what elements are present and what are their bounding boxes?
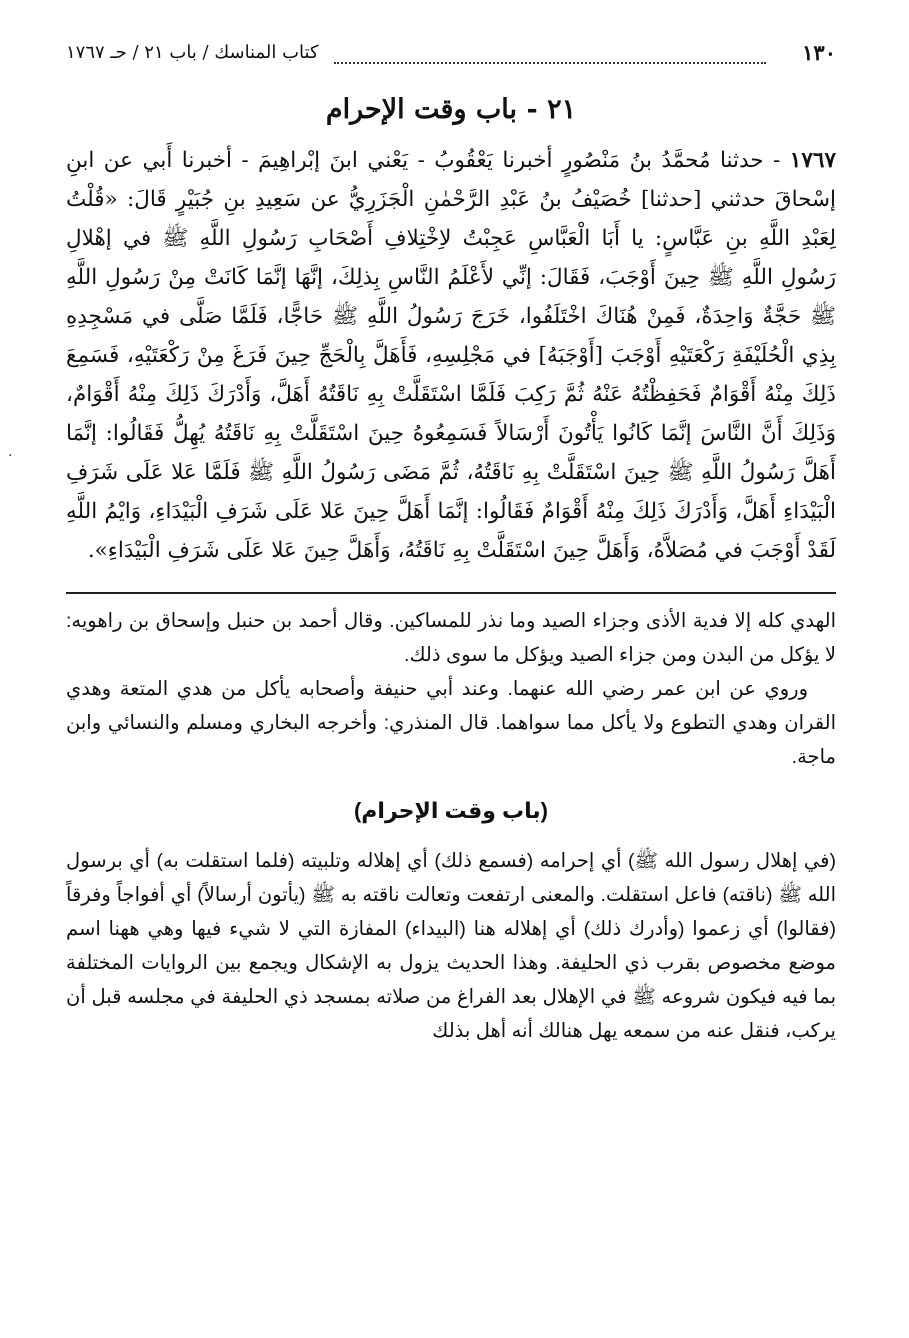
book-page [66, 40, 836, 1048]
chapter-title: ٢١ - باب وقت الإحرام [325, 94, 577, 125]
footnote-paragraph: الهدي كله إلا فدية الأذى وجزاء الصيد وما نذر للمساكين. وقال أحمد بن حنبل وإسحاق بن راهويه: لا يؤكل من البدن ومن جزاء الصيد ويؤكل ما سوى ذلك. [66, 610, 836, 666]
footnote-paragraph: وروي عن ابن عمر رضي الله عنهما. وعند أبي حنيفة وأصحابه يأكل من هدي المتعة وهدي القران وهدي التطوع ولا يأكل مما سواهما. قال المنذري: وأخرجه البخاري ومسلم والنسائي وابن ماجة. [66, 678, 836, 768]
hadith-text: - حدثنا مُحمَّدُ بنُ مَنْصُورٍ أخبرنا يَعْقُوبُ - يَعْني ابنَ إبْراهِيمَ - أخبرنا أَبي عن ابنِ إسْحاقَ حدثني [حدثنا] خُصَيْفُ بنُ عَبْدِ الرَّحْمٰنِ الْجَزَرِيُّ عن سَعِيدِ بنِ جُبَيْرٍ قَالَ: «قُلْتُ لِعَبْدِ اللَّهِ بنِ عَبَّاسٍ: يا أَبَا الْعَبَّاسِ عَجِبْتُ لاِخْتِلافِ أَصْحَابِ رَسُولِ اللَّهِ ﷺ في إهْلالِ رَسُولِ اللَّهِ ﷺ حِينَ أَوْجَبَ، فَقَالَ: إنِّي لأَعْلَمُ النَّاسِ بِذلِكَ، إنَّهَا إنَّمَا كَانَتْ مِنْ رَسُولِ اللَّهِ ﷺ حَجَّةٌ وَاحِدَةٌ، فَمِنْ هُنَاكَ اخْتَلَفُوا، خَرَجَ رَسُولُ اللَّهِ ﷺ حَاجًّا، فَلَمَّا صَلَّى في مَسْجِدِهِ بِذِي الْحُلَيْفَةِ رَكْعَتَيْهِ أَوْجَبَ [أَوْجَبَهُ] في مَجْلِسِهِ، فَأَهَلَّ بِالْحَجِّ حِينَ فَرَغَ مِنْ رَكْعَتَيْهِ، فَسَمِعَ ذَلِكَ مِنْهُ أَقْوَامٌ فَحَفِظْتُهُ عَنْهُ ثُمَّ رَكِبَ فَلَمَّا اسْتَقَلَّتْ بِهِ نَاقَتُهُ أَهَلَّ، وَأَدْرَكَ ذَلِكَ مِنْهُ أَقْوَامٌ، وَذَلِكَ أَنَّ النَّاسَ إنَّمَا كَانُوا يَأْتُونَ أَرْسَالاً فَسَمِعُوهُ حِينَ اسْتَقَلَّتْ بِهِ نَاقَتُهُ يُهِلُّ فَقَالُوا: إنَّمَا أَهَلَّ رَسُولُ اللَّهِ ﷺ حِينَ اسْتَقَلَّتْ بِهِ نَاقَتُهُ، ثُمَّ مَضَى رَسُولُ اللَّهِ ﷺ فَلَمَّا عَلا عَلَى شَرَفِ الْبَيْدَاءِ أَهَلَّ، وَأَدْرَكَ ذَلِكَ مِنْهُ أَقْوَامٌ فَقَالُوا: إنَّمَا أَهَلَّ حِينَ عَلا عَلَى شَرَفِ الْبَيْدَاءِ، وَايْمُ اللَّهِ لَقَدْ أَوْجَبَ في مُصَلاَّهُ، وَأَهَلَّ حِينَ اسْتَقَلَّتْ بِهِ نَاقَتُهُ، وَأَهَلَّ حِينَ عَلا عَلَى شَرَفِ الْبَيْدَاءِ». [66, 148, 836, 563]
hadith-number: ١٧٦٧ [789, 148, 836, 173]
hadith-text-block [66, 141, 836, 570]
page-number: ١٣٠ [802, 40, 836, 65]
commentary-text: (في إهلال رسول الله ﷺ) أي إحرامه (فسمع ذلك) أي إهلاله وتلبيته (فلما استقلت به) أي برسول الله ﷺ (ناقته) فاعل استقلت. والمعنى ارتفعت وتعالت ناقته به ﷺ (يأتون أرسالاً) أي أفواجاً وفرقاً (فقالوا) أي زعموا (وأدرك ذلك) أي إهلاله هنا (البيداء) المفازة التي لا شيء فيها وهي ههنا اسم موضع مخصوص بقرب ذي الحليفة. وهذا الحديث يزول به الإشكال ويجمع بين الروايات المختلفة بما فيه فيكون شروعه ﷺ في الإهلال بعد الفراغ من صلاته بمسجد ذي الحليفة في مجلسه قبل أن يركب، فنقل عنه من سمعه يهل هنالك أنه أهل بذلك [66, 850, 836, 1042]
commentary-heading: (باب وقت الإحرام) [353, 798, 548, 823]
running-title: كتاب المناسك / باب ٢١ / حـ ١٧٦٧ [66, 42, 319, 63]
footnote-divider [66, 592, 836, 594]
margin-mark: · [8, 448, 13, 464]
running-header [66, 40, 836, 74]
header-dotted-leader [334, 62, 766, 64]
